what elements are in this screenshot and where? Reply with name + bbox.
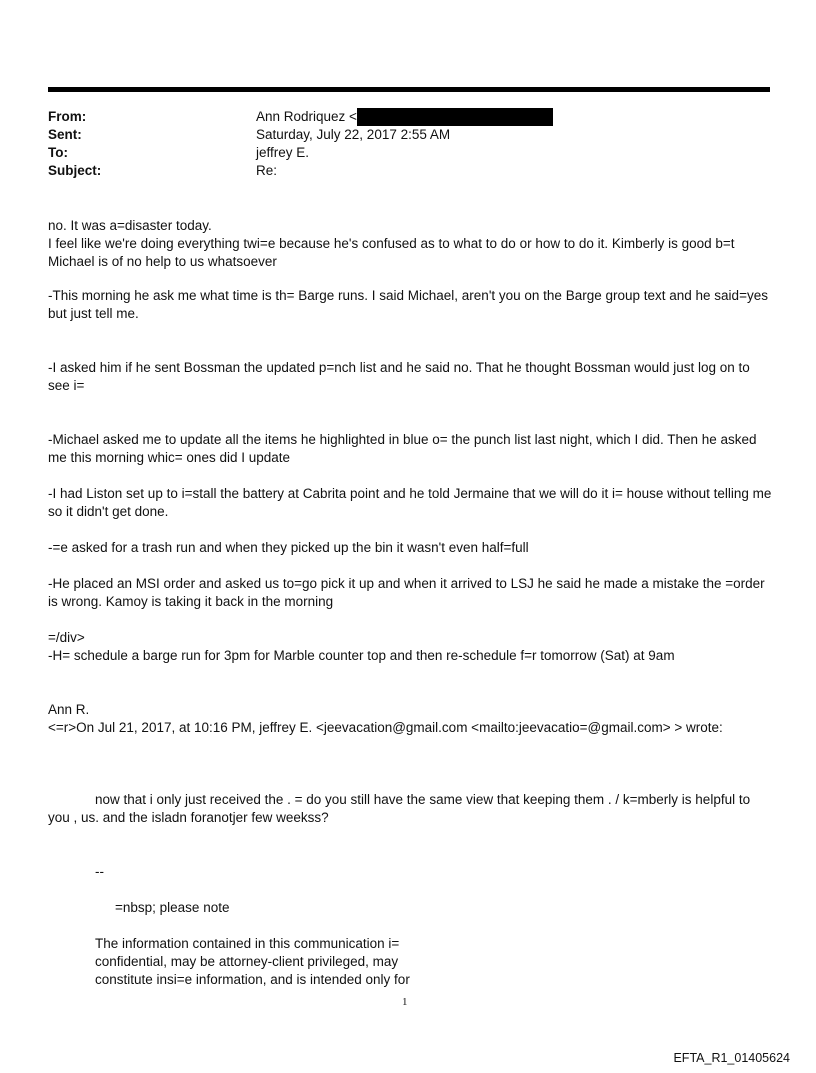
body-paragraph-3: -This morning he ask me what time is th= Barge runs. I said Michael, aren't you on the Barge group text and he said=yes but just tell me.	[48, 288, 768, 321]
body-line-1: no. It was a=disaster today.	[48, 218, 212, 233]
sent-value: Saturday, July 22, 2017 2:55 AM	[256, 127, 451, 142]
from-label: From:	[48, 109, 87, 124]
body-paragraph-2: I feel like we're doing everything twi=e because he's confused as to what to do or how to do it. Kimberly is good b=t Michael is of no help to us whatsoever	[48, 236, 735, 269]
body-line-9: =/div>	[48, 630, 85, 645]
from-value	[256, 108, 553, 126]
subject-value: Re:	[256, 163, 278, 178]
disclaimer-line-3: constitute insi=e information, and is intended only for	[95, 972, 410, 987]
body-paragraph-8: -He placed an MSI order and asked us to=go pick it up and when it arrived to LSJ he said he made a mistake the =order is wrong. Kamoy is taking it back in the morning	[48, 576, 765, 609]
page-number: 1	[402, 996, 408, 1008]
header-rule	[48, 87, 770, 92]
bates-number: EFTA_R1_01405624	[673, 1051, 790, 1065]
to-value: jeffrey E.	[256, 145, 310, 160]
disclaimer-line-1: The information contained in this communication i=	[95, 936, 400, 951]
subject-label: Subject:	[48, 163, 102, 178]
body-paragraph-4: -I asked him if he sent Bossman the updated p=nch list and he said no. That he thought Bossman would just log on to see i=	[48, 360, 750, 393]
from-name: Ann Rodriquez <	[256, 109, 357, 124]
nbsp-line: =nbsp; please note	[115, 900, 230, 915]
disclaimer-line-2: confidential, may be attorney-client privileged, may	[95, 954, 399, 969]
to-label: To:	[48, 145, 68, 160]
signature: Ann R.	[48, 702, 90, 717]
body-paragraph-6: -I had Liston set up to i=stall the battery at Cabrita point and he told Jermaine that we will do it i= house without telling me so it didn't get done.	[48, 486, 772, 519]
body-paragraph-5: -Michael asked me to update all the items he highlighted in blue o= the punch list last night, which I did. Then he asked me this morning whic= ones did I update	[48, 432, 757, 465]
sent-label: Sent:	[48, 127, 82, 142]
reply-header-line: <=r>On Jul 21, 2017, at 10:16 PM, jeffrey E. <jeevacation@gmail.com <mailto:jeevacatio=@gmail.com> > wrote:	[48, 720, 723, 735]
redaction-box	[357, 108, 553, 126]
quote-separator: --	[95, 864, 104, 879]
body-paragraph-7: -=e asked for a trash run and when they picked up the bin it wasn't even half=full	[48, 540, 529, 555]
quoted-message: now that i only just received the . = do you still have the same view that keeping them . / k=mberly is helpful to you , us. and the isladn foranotjer few weekss?	[48, 792, 751, 825]
body-line-10: -H= schedule a barge run for 3pm for Marble counter top and then re-schedule f=r tomorrow (Sat) at 9am	[48, 648, 675, 663]
